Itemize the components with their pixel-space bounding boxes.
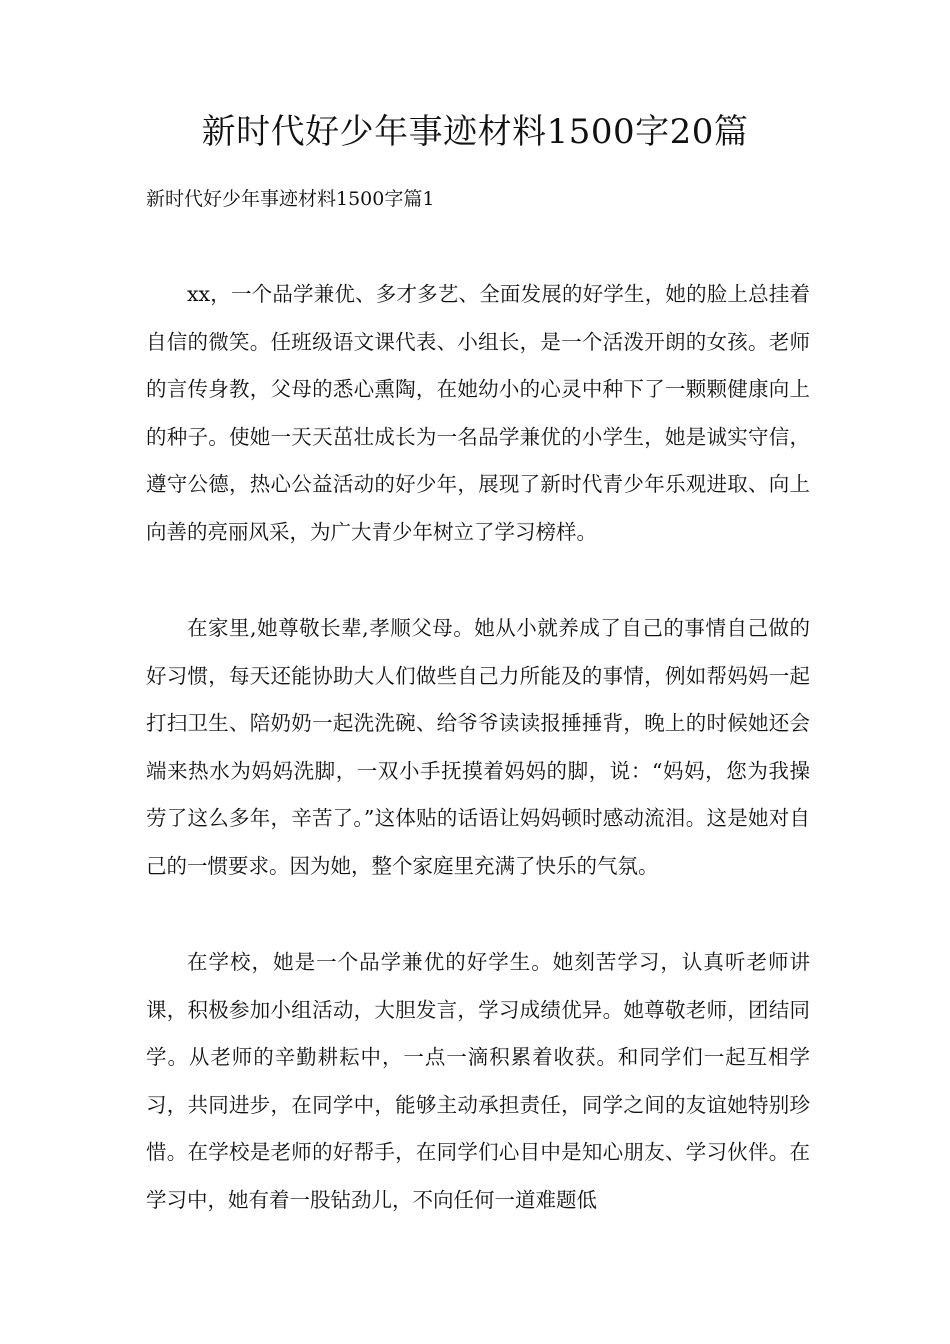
document-title: 新时代好少年事迹材料1500字20篇: [201, 112, 749, 152]
paragraph-at-home: 在家里,她尊敬长辈,孝顺父母。她从小就养成了自己的事情自己做的好习惯，每天还能协助大人们做些自己力所能及的事情，例如帮妈妈一起打扫卫生、陪奶奶一起洗洗碗、给爷爷读读报捶捶背，晚上的时候她还会端来热水为妈妈洗脚，一双小手抚摸着妈妈的脚，说：“妈妈，您为我操劳了这么多年，辛苦了。”这体贴的话语让妈妈顿时感动流泪。这是她对自己的一惯要求。因为她，整个家庭里充满了快乐的气氛。: [146, 616, 810, 878]
section-heading: 新时代好少年事迹材料1500字篇1: [146, 188, 435, 210]
paragraph-at-school: 在学校，她是一个品学兼优的好学生。她刻苦学习，认真听老师讲课，积极参加小组活动，大胆发言，学习成绩优异。她尊敬老师，团结同学。从老师的辛勤耕耘中，一点一滴积累着收获。和同学们一起互相学习，共同进步，在同学中，能够主动承担责任，同学之间的友谊她特别珍惜。在学校是老师的好帮手，在同学们心目中是知心朋友、学习伙伴。在学习中，她有着一股钻劲儿，不向任何一道难题低: [146, 950, 810, 1212]
paragraph-intro: xx，一个品学兼优、多才多艺、全面发展的好学生，她的脸上总挂着自信的微笑。任班级语文课代表、小组长，是一个活泼开朗的女孩。老师的言传身教，父母的悉心熏陶，在她幼小的心灵中种下了一颗颗健康向上的种子。使她一天天茁壮成长为一名品学兼优的小学生，她是诚实守信，遵守公德，热心公益活动的好少年，展现了新时代青少年乐观进取、向上向善的亮丽风采，为广大青少年树立了学习榜样。: [146, 282, 810, 544]
